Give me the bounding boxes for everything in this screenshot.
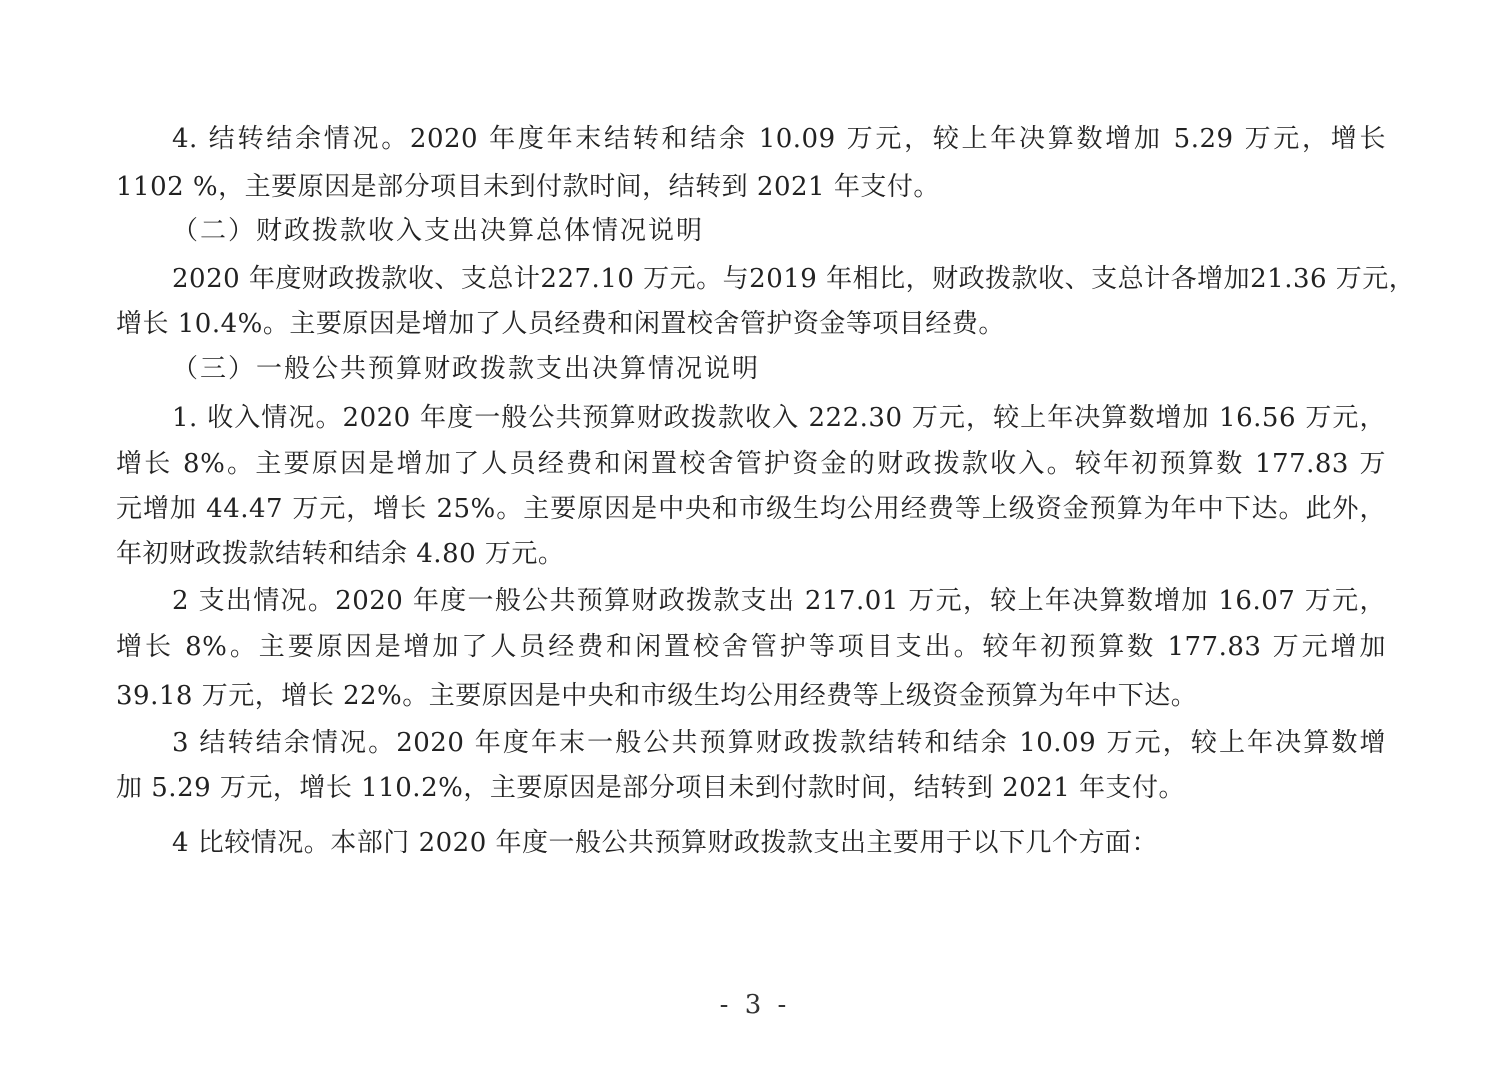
paragraph-income-line-2: 增长 8%。主要原因是增加了人员经费和闲置校舍管护资金的财政拨款收入。较年初预算数 177.83 万	[116, 449, 1386, 479]
paragraph-carryover-balance-line-1: 4. 结转结余情况。2020 年度年末结转和结余 10.09 万元，较上年决算数增加 5.29 万元，增长	[172, 124, 1386, 154]
paragraph-comparison-line-1: 4 比较情况。本部门 2020 年度一般公共预算财政拨款支出主要用于以下几个方面：	[172, 828, 1159, 858]
paragraph-income-line-1: 1. 收入情况。2020 年度一般公共预算财政拨款收入 222.30 万元，较上年决算数增加 16.56 万元，	[172, 403, 1386, 433]
page-number: - 3 -	[719, 990, 791, 1020]
section-heading-general-public-budget: （三）一般公共预算财政拨款支出决算情况说明	[172, 354, 761, 384]
paragraph-expenditure-line-1: 2 支出情况。2020 年度一般公共预算财政拨款支出 217.01 万元，较上年决算数增加 16.07 万元，	[172, 586, 1386, 616]
paragraph-expenditure-line-2: 增长 8%。主要原因是增加了人员经费和闲置校舍管护等项目支出。较年初预算数 177.83 万元增加	[116, 632, 1386, 662]
paragraph-income-line-4: 年初财政拨款结转和结余 4.80 万元。	[116, 539, 565, 569]
paragraph-expenditure-line-3: 39.18 万元，增长 22%。主要原因是中央和市级生均公用经费等上级资金预算为年中下达。	[116, 681, 1198, 711]
paragraph-balance-line-2: 加 5.29 万元，增长 110.2%，主要原因是部分项目未到付款时间，结转到 2021 年支付。	[116, 773, 1186, 803]
paragraph-carryover-balance-line-2: 1102 %，主要原因是部分项目未到付款时间，结转到 2021 年支付。	[116, 172, 940, 202]
paragraph-balance-line-1: 3 结转结余情况。2020 年度年末一般公共预算财政拨款结转和结余 10.09 万元，较上年决算数增	[172, 728, 1386, 758]
paragraph-income-line-3: 元增加 44.47 万元，增长 25%。主要原因是中央和市级生均公用经费等上级资金预算为年中下达。此外，	[116, 494, 1386, 524]
paragraph-fiscal-total-line-2: 增长 10.4%。主要原因是增加了人员经费和闲置校舍管护资金等项目经费。	[116, 309, 1005, 339]
paragraph-fiscal-total-line-1: 2020 年度财政拨款收、支总计227.10 万元。与2019 年相比，财政拨款收、支总计各增加21.36 万元，	[172, 264, 1416, 294]
section-heading-fiscal-appropriation-overview: （二）财政拨款收入支出决算总体情况说明	[172, 216, 705, 246]
